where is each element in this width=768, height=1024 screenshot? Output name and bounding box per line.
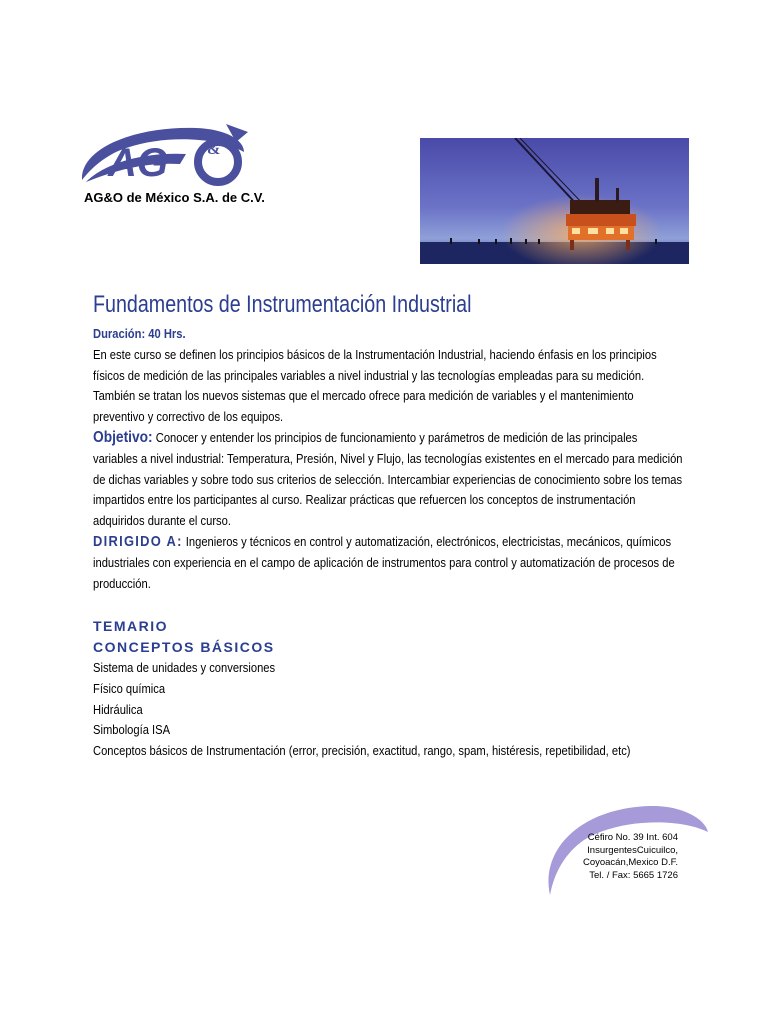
list-item: Hidráulica <box>93 701 143 717</box>
logo-ampersand: & <box>207 141 221 158</box>
course-description: En este curso se definen los principios básicos de la Instrumentación Industrial, haciendo énfasis en los principios físicos de medición de las principales variables a nivel industrial y las tecnologías empleadas para su medición. También se tratan los nuevos sistemas que el mercado ofrece para medición de variables y el mantenimiento preventivo y correctivo de los equipos. <box>93 346 657 425</box>
address-line: InsurgentesCuicuilco, <box>587 844 678 856</box>
course-content <box>93 290 683 762</box>
syllabus-list <box>93 658 683 762</box>
list-item: Sistema de unidades y conversiones <box>93 659 276 675</box>
footer-address <box>582 832 678 882</box>
audience-label: DIRIGIDO A: <box>93 532 183 550</box>
syllabus-section: CONCEPTOS BÁSICOS <box>93 639 275 656</box>
duration-line <box>93 324 683 345</box>
objective-label: Objetivo: <box>93 428 153 446</box>
objective-paragraph <box>93 428 683 532</box>
company-logo <box>76 118 248 192</box>
address-line: Tel. / Fax: 5665 1726 <box>589 869 678 881</box>
duration-label: Duración: 40 Hrs. <box>93 326 186 341</box>
offshore-platform-photo <box>420 138 689 264</box>
audience-text: Ingenieros y técnicos en control y automatización, electrónicos, electricistas, mecánicos, químicos industriales con experiencia en el campo de aplicación de instrumentos para control y automatización de procesos de producción. <box>93 533 675 591</box>
address-line: Céfiro No. 39 Int. 604 <box>587 832 678 843</box>
company-name: AG&O de México S.A. de C.V. <box>84 190 265 205</box>
list-item: Físico química <box>93 680 166 696</box>
syllabus-heading: TEMARIO <box>93 618 169 635</box>
address-line: Coyoacán,Mexico D.F. <box>582 857 678 868</box>
audience-paragraph <box>93 532 683 594</box>
list-item: Simbología ISA <box>93 722 171 738</box>
list-item: Conceptos básicos de Instrumentación (error, precisión, exactitud, rango, spam, histéresis, repetibilidad, etc) <box>93 743 631 759</box>
objective-text: Conocer y entender los principios de funcionamiento y parámetros de medición de las principales variables a nivel industrial: Temperatura, Presión, Nivel y Flujo, las tecnologías existentes en el mercado para medición de dichas variables y sobre todo sus criterios de selección. Intercambiar experiencias de conocimiento sobre los temas impartidos entre los participantes al curso. Realizar prácticas que refuercen los conceptos de instrumentación adquiridos durante el curso. <box>93 429 683 529</box>
svg-text:AG: AG <box>108 141 168 185</box>
course-title: Fundamentos de Instrumentación Industrial <box>93 291 472 318</box>
